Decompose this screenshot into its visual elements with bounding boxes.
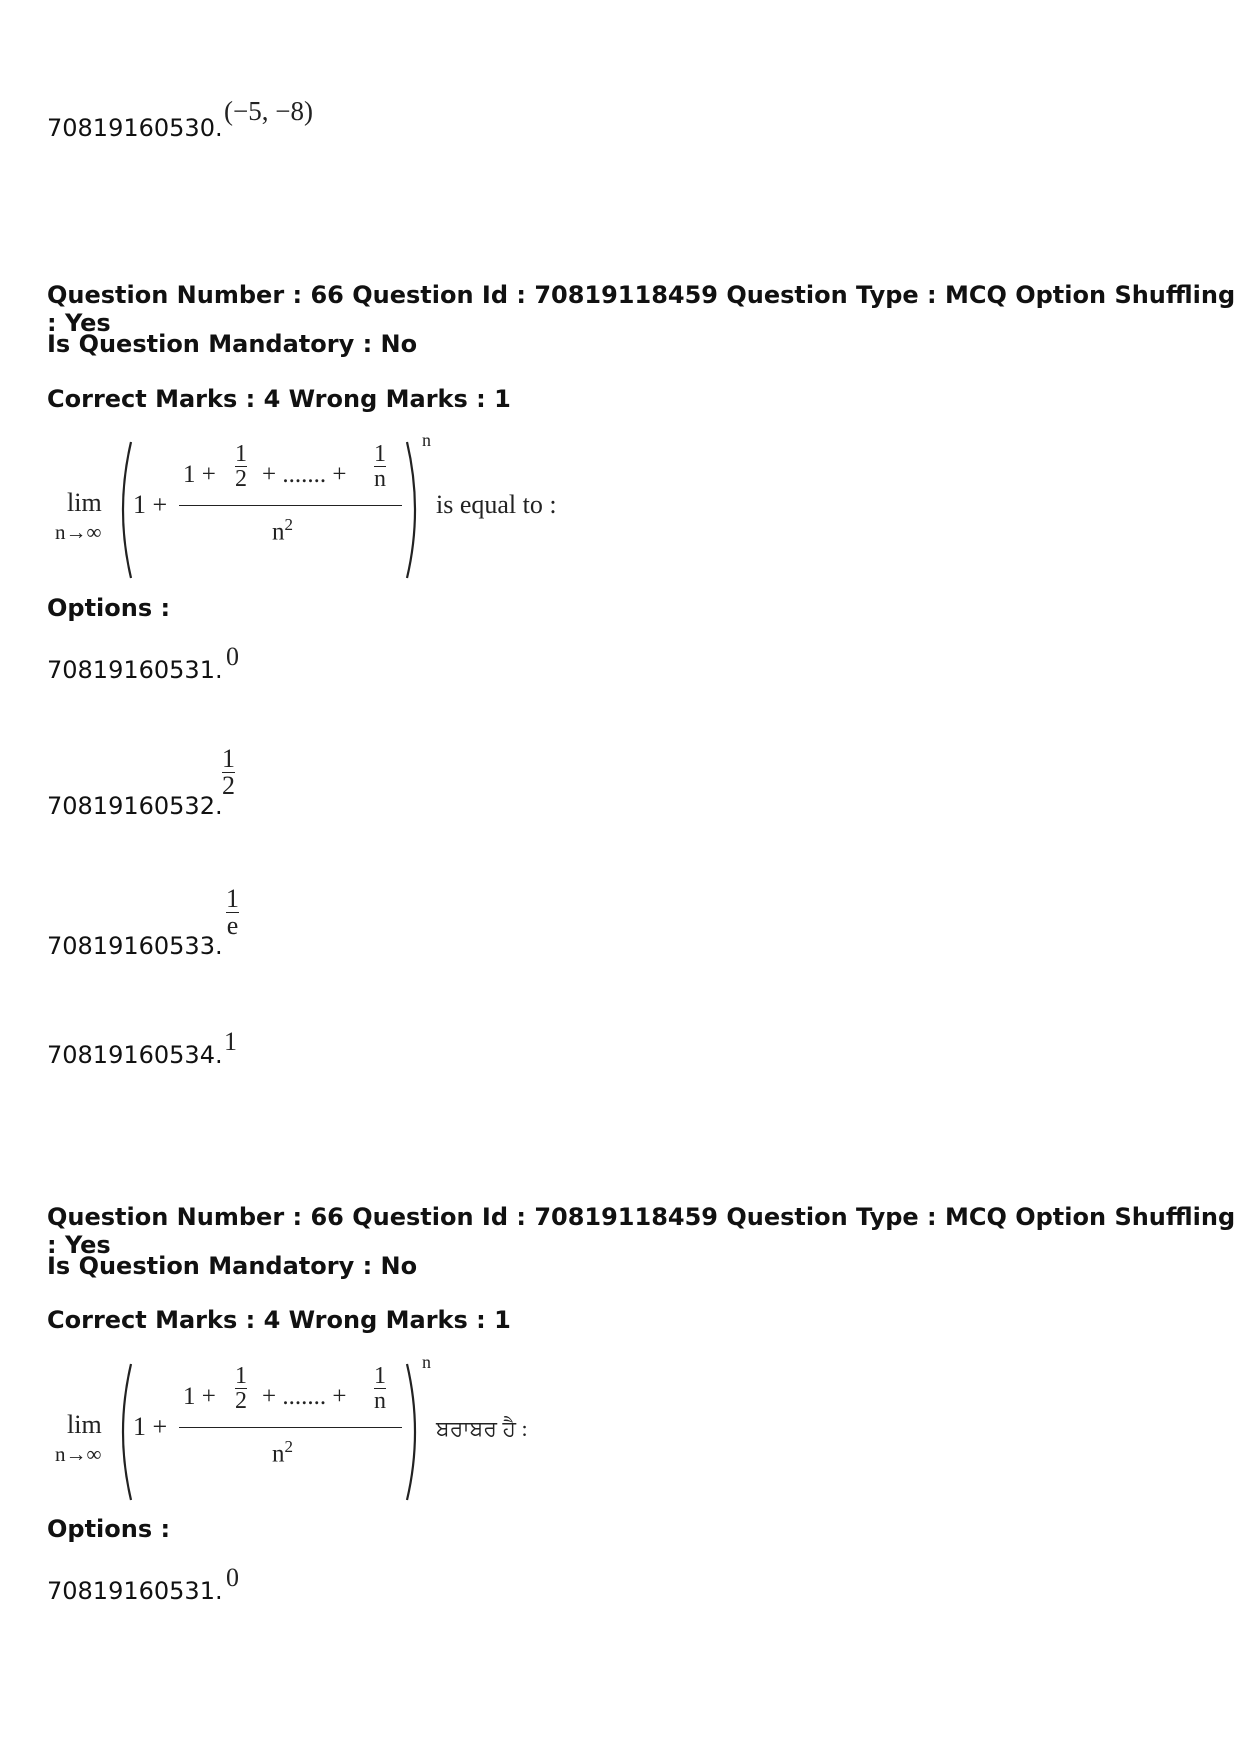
question-header: Question Number : 66 Question Id : 70819118459 Question Type : MCQ Option Shuffling : Yes (47, 1203, 1236, 1259)
left-paren (113, 440, 135, 580)
denominator (272, 1437, 293, 1468)
option-value: 0 (226, 642, 239, 671)
denominator-base: n (272, 518, 285, 546)
question-formula (47, 1350, 607, 1500)
numerator-start: 1 + (183, 461, 216, 488)
formula-suffix-punjabi: ਬਰਾਬਰ ਹੈ : (436, 1416, 528, 1441)
right-paren (403, 1362, 425, 1502)
right-paren (403, 440, 425, 580)
denominator (272, 515, 293, 546)
denominator-base: n (272, 1440, 285, 1468)
denominator-exponent: 2 (284, 515, 293, 534)
option-value: (−5, −8) (224, 96, 313, 126)
half-fraction (235, 1364, 247, 1413)
lim-operator: lim (67, 1410, 102, 1439)
question-header: Question Number : 66 Question Id : 70819118459 Question Type : MCQ Option Shuffling : Yes (47, 281, 1236, 337)
half-fraction (235, 442, 247, 491)
main-fraction-bar (179, 1427, 402, 1428)
half-denominator: 2 (235, 1388, 247, 1414)
nth-fraction (374, 1364, 386, 1413)
question-mandatory: Is Question Mandatory : No (47, 1252, 418, 1280)
half-denominator: 2 (235, 466, 247, 492)
option-value: 0 (226, 1563, 239, 1592)
half-numerator: 1 (235, 441, 247, 467)
option-id: 70819160534. (47, 1041, 223, 1069)
outer-exponent: n (422, 430, 431, 450)
options-label: Options : (47, 1515, 171, 1543)
denominator-exponent: 2 (284, 1437, 293, 1456)
half-numerator: 1 (235, 1363, 247, 1389)
fraction-denominator: 2 (222, 771, 235, 800)
option-fraction (222, 746, 235, 799)
question-marks: Correct Marks : 4 Wrong Marks : 1 (47, 1306, 511, 1334)
main-fraction-bar (179, 505, 402, 506)
question-mandatory: Is Question Mandatory : No (47, 330, 418, 358)
numerator-middle: + ....... + (262, 1383, 347, 1410)
option-id: 70819160533. (47, 932, 223, 960)
formula-suffix: is equal to : (436, 490, 557, 519)
option-id: 70819160531. (47, 1577, 223, 1605)
nth-numerator: 1 (374, 441, 386, 467)
one-plus: 1 + (133, 490, 168, 519)
option-fraction (226, 886, 239, 939)
fraction-denominator: e (226, 911, 239, 940)
fraction-numerator: 1 (226, 884, 239, 913)
option-id: 70819160532. (47, 792, 223, 820)
numerator-middle: + ....... + (262, 461, 347, 488)
left-paren (113, 1362, 135, 1502)
option-value: 1 (224, 1027, 237, 1056)
options-label: Options : (47, 594, 171, 622)
lim-subscript: n→∞ (55, 1442, 102, 1466)
outer-exponent: n (422, 1352, 431, 1372)
nth-numerator: 1 (374, 1363, 386, 1389)
option-id: 70819160530. (47, 114, 223, 142)
question-marks: Correct Marks : 4 Wrong Marks : 1 (47, 385, 511, 413)
option-id: 70819160531. (47, 656, 223, 684)
question-formula (47, 428, 607, 578)
fraction-numerator: 1 (222, 744, 235, 773)
numerator-start: 1 + (183, 1383, 216, 1410)
nth-denominator: n (374, 466, 386, 492)
one-plus: 1 + (133, 1412, 168, 1441)
nth-denominator: n (374, 1388, 386, 1414)
lim-subscript: n→∞ (55, 520, 102, 544)
lim-operator: lim (67, 488, 102, 517)
nth-fraction (374, 442, 386, 491)
